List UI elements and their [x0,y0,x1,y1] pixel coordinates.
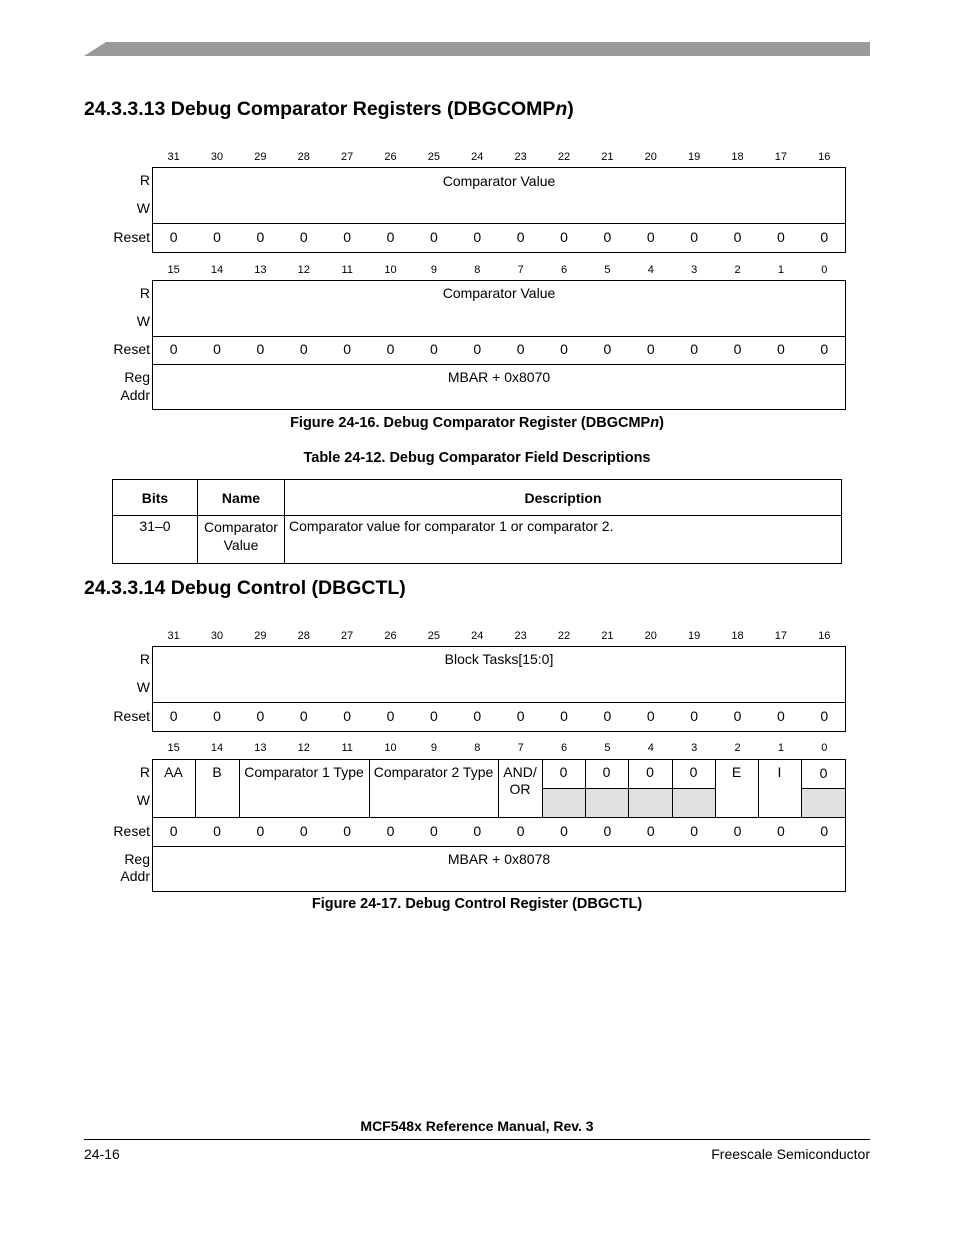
reset-value: 0 [256,341,265,357]
bit-number: 18 [731,630,744,642]
bit-number: 25 [427,630,441,642]
bit-number: 23 [514,630,527,642]
reset-value: 0 [560,823,568,839]
cell-name [198,516,285,564]
bit-number: 28 [297,630,310,642]
bit-number: 25 [427,151,441,163]
bit-number: 20 [644,630,657,642]
figure-caption-dbgctl: Figure 24-17. Debug Control Register (DBGCTL) [311,896,643,912]
reset-value: 0 [777,708,785,724]
bit-number: 8 [474,264,481,276]
field-block-tasks: Block Tasks[15:0] [444,651,554,667]
bit-number: 15 [167,742,180,754]
reset-value: 0 [603,823,612,839]
divider [152,817,846,818]
row-label-reg: Reg [124,851,150,867]
divider [152,336,846,337]
bit-number: 24 [471,630,484,642]
reset-value: 0 [646,708,655,724]
bit-number: 11 [341,742,353,754]
reset-value: 0 [560,341,568,357]
bit-number: 10 [384,742,397,754]
bit-number: 7 [517,742,524,754]
bit-number: 21 [601,151,614,163]
bit-number: 31 [167,151,180,163]
bit-number: 15 [167,264,180,276]
bit-number: 5 [604,264,611,276]
register-address: MBAR + 0x8070 [447,369,551,385]
reset-value: 0 [299,823,308,839]
reset-value: 0 [299,341,308,357]
field-bit6-reserved: 0 [559,764,568,780]
field-comparator-value-lower: Comparator Value [442,285,556,301]
bit-number: 14 [210,264,224,276]
bit-number: 17 [774,630,788,642]
bit-number: 16 [818,630,831,642]
reset-value: 0 [256,708,265,724]
reset-value: 0 [169,341,178,357]
bit-number: 1 [777,742,784,754]
reset-value: 0 [646,341,655,357]
bit-number: 9 [430,264,437,276]
reset-value: 0 [560,708,568,724]
reset-value: 0 [343,341,352,357]
reset-value: 0 [473,708,482,724]
field-and-or-line2: OR [509,781,531,797]
reset-value: 0 [213,823,221,839]
field-e: E [731,764,742,780]
reset-value: 0 [299,229,308,245]
reset-value: 0 [213,708,221,724]
reset-value: 0 [299,708,308,724]
bit-number: 19 [688,630,701,642]
column-header-description: Description [285,480,842,516]
column-header-name: Name [198,480,285,516]
section-heading-dbgctl: 24.3.3.14 Debug Control (DBGCTL) [84,577,406,599]
footer-manual-title: MCF548x Reference Manual, Rev. 3 [360,1118,594,1134]
field-bit3-reserved: 0 [689,764,698,780]
cell-bits: 31–0 [113,516,198,564]
reset-value: 0 [343,708,352,724]
bit-number: 8 [474,742,481,754]
reset-value: 0 [213,229,221,245]
reset-value: 0 [430,229,438,245]
field-and-or-line1: AND/ [503,764,537,780]
row-label-w: W [136,200,150,216]
cell-description: Comparator value for comparator 1 or comparator 2. [285,516,842,564]
field-comparator-1-type: Comparator 1 Type [244,764,364,780]
bit-number: 16 [818,151,831,163]
bit-number: 13 [254,742,267,754]
bit-number: 4 [647,264,654,276]
divider [152,364,846,365]
reset-value: 0 [516,823,525,839]
bit-number: 4 [647,742,654,754]
table-caption: Table 24-12. Debug Comparator Field Descriptions [303,450,651,466]
bit-number: 24 [471,151,484,163]
bit-number: 28 [297,151,310,163]
figure-caption-dbgcmp: Figure 24-16. Debug Comparator Register (DBGCMPn) [290,415,664,431]
bit-number: 27 [341,630,354,642]
row-label-addr: Addr [120,387,150,403]
row-label-reset: Reset [113,229,150,245]
column-header-bits: Bits [113,480,198,516]
bit-number: 29 [254,151,267,163]
bit-number: 29 [254,630,267,642]
reset-value: 0 [386,341,395,357]
section-heading-dbgcomp: 24.3.3.13 Debug Comparator Registers (DBGCOMPn) [84,98,574,120]
bit-number: 23 [514,151,527,163]
reset-value: 0 [777,341,785,357]
reset-value: 0 [690,823,699,839]
reset-value: 0 [690,229,699,245]
bit-number: 2 [734,264,741,276]
reset-value: 0 [343,229,352,245]
reset-value: 0 [820,823,829,839]
page-number: 24-16 [84,1146,120,1162]
field-i: I [777,764,782,780]
field-description-table [112,479,842,564]
reset-value: 0 [473,341,482,357]
reset-value: 0 [516,341,525,357]
name-line-1: Comparator [204,519,278,535]
row-label-reset: Reset [113,341,150,357]
reset-value: 0 [169,708,178,724]
bit-number: 27 [341,151,354,163]
row-label-addr: Addr [120,868,150,884]
footer-rule [84,1139,870,1140]
bit-number: 12 [297,742,310,754]
bit-number: 9 [430,742,437,754]
reset-value: 0 [820,341,829,357]
reset-value: 0 [213,341,221,357]
bit-number: 2 [734,742,741,754]
name-line-2: Value [223,537,259,553]
reset-value: 0 [343,823,352,839]
row-label-r: R [139,172,150,188]
bit-number: 11 [341,264,353,276]
row-label-reg: Reg [124,369,150,385]
bit-number: 30 [210,630,224,642]
divider [152,223,846,224]
row-label-r: R [139,285,150,301]
bit-number: 17 [774,151,788,163]
bit-number: 31 [167,630,180,642]
field-bit5-reserved: 0 [602,764,611,780]
company-name: Freescale Semiconductor [711,1146,870,1162]
divider [801,788,846,789]
bit-number: 6 [560,264,568,276]
row-label-w: W [136,792,150,808]
reset-value: 0 [733,823,742,839]
row-label-reset: Reset [113,708,150,724]
reset-value: 0 [603,341,612,357]
bit-number: 13 [254,264,267,276]
reset-value: 0 [733,229,742,245]
bit-number: 26 [384,151,397,163]
bit-number: 5 [604,742,611,754]
bit-number: 3 [691,742,698,754]
reset-value: 0 [777,229,785,245]
bit-number: 0 [821,264,828,276]
field-bit4-reserved: 0 [646,764,654,780]
table-row [113,516,842,564]
bit-number: 18 [731,151,744,163]
bit-number: 6 [560,742,568,754]
reset-value: 0 [733,708,742,724]
bit-number: 12 [297,264,310,276]
bit-number: 22 [557,151,571,163]
reset-value: 0 [430,823,438,839]
reset-value: 0 [690,341,699,357]
row-label-r: R [139,764,150,780]
divider [152,702,846,703]
divider [542,788,716,789]
bit-number: 7 [517,264,524,276]
bit-number: 26 [384,630,397,642]
bit-number: 14 [210,742,224,754]
bit-number: 19 [688,151,701,163]
reset-value: 0 [777,823,785,839]
reset-value: 0 [603,708,612,724]
field-aa: AA [164,764,183,780]
field-comparator-2-type: Comparator 2 Type [373,764,494,780]
reset-value: 0 [733,341,742,357]
reset-value: 0 [169,229,178,245]
reset-value: 0 [169,823,178,839]
reset-value: 0 [386,229,395,245]
table-header-row [113,480,842,516]
reset-value: 0 [386,708,395,724]
row-label-r: R [139,651,150,667]
row-label-w: W [136,313,150,329]
reset-value: 0 [646,229,655,245]
bit-number: 20 [644,151,657,163]
bit-number: 10 [384,264,397,276]
reset-value: 0 [516,229,525,245]
bit-number: 1 [777,264,784,276]
reset-value: 0 [430,708,438,724]
reset-value: 0 [430,341,438,357]
bit-number: 3 [691,264,698,276]
bit-number: 0 [821,742,828,754]
field-comparator-value-upper: Comparator Value [442,173,556,189]
reset-value: 0 [603,229,612,245]
reset-value: 0 [386,823,395,839]
divider [152,846,846,847]
reset-value: 0 [560,229,568,245]
header-banner [84,42,870,56]
bit-number: 22 [557,630,571,642]
reset-value: 0 [820,708,829,724]
reset-value: 0 [820,229,829,245]
register-address: MBAR + 0x8078 [447,851,551,867]
row-label-w: W [136,679,150,695]
reset-value: 0 [473,823,482,839]
row-label-reset: Reset [113,823,150,839]
reset-value: 0 [690,708,699,724]
field-bit0-reserved: 0 [819,765,828,781]
field-b: B [212,764,222,780]
reset-value: 0 [516,708,525,724]
bit-number: 21 [601,630,614,642]
reset-value: 0 [646,823,655,839]
reset-value: 0 [256,823,265,839]
reset-value: 0 [473,229,482,245]
reset-value: 0 [256,229,265,245]
bit-number: 30 [210,151,224,163]
